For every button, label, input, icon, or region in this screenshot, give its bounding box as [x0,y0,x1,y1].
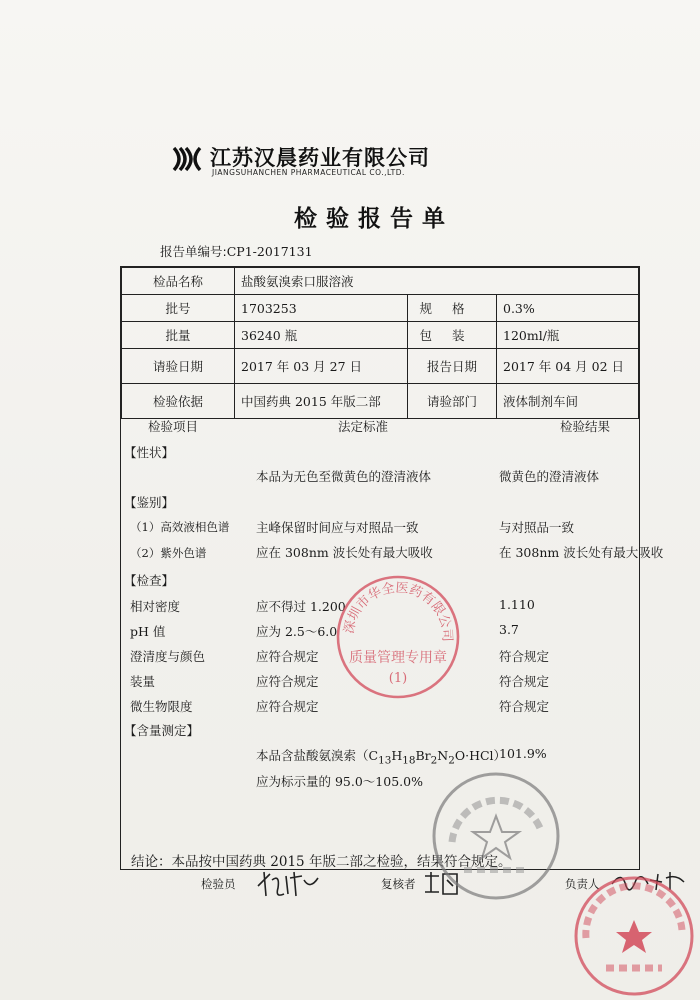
qty-label: 批量 [122,322,235,349]
report-number-label: 报告单编号: [160,244,227,259]
company-logo-icon [170,142,204,176]
rep-date-value: 2017 年 04 月 02 日 [497,349,639,384]
assay-sub-13: 13 [378,754,392,767]
assay-standard-2: 应为标示量的 95.0～105.0% [256,774,423,789]
density-standard: 应不得过 1.200 [256,599,346,614]
character-standard: 本品为无色至微黄色的澄清液体 [256,469,432,484]
info-row-batch [122,295,639,322]
inspector-signature-icon [254,866,324,900]
ph-item: pH 值 [130,624,166,639]
col-header-item: 检验项目 [148,419,199,434]
quality-seal-icon [333,572,463,702]
assay-result: 101.9% [499,746,547,761]
product-value: 盐酸氨溴索口服溶液 [235,268,639,295]
section-identification: 【鉴别】 [124,495,175,510]
assay-sub-2a: 2 [430,754,438,767]
col-header-standard: 法定标准 [338,419,389,434]
assay-sub-2b: 2 [448,754,455,767]
batch-value: 1703253 [235,295,408,322]
info-row-dates [122,349,639,384]
id2-standard: 应在 308nm 波长处有最大吸收 [256,545,433,560]
assay-tail: O·HCl） [454,748,507,763]
svg-text:深圳市华全医药有限公司 [342,581,454,642]
fill-standard: 应符合规定 [256,674,319,689]
micro-item: 微生物限度 [130,699,193,714]
id2-item: （2）紫外色谱 [130,546,207,560]
col-header-result: 检验结果 [560,419,611,434]
product-label: 检品名称 [122,268,235,295]
clarity-result: 符合规定 [499,649,550,664]
ph-standard: 应为 2.5～6.0 [256,624,338,639]
info-row-basis [122,384,639,419]
dept-value: 液体制剂车间 [497,384,639,419]
assay-n: N [437,748,449,763]
info-row-qty [122,322,639,349]
spec-label: 规格 [408,295,497,322]
ph-result: 3.7 [499,622,519,637]
info-table [121,267,639,419]
responsible-label: 负责人 [565,877,600,891]
density-result: 1.110 [499,597,535,612]
basis-value: 中国药典 2015 年版二部 [235,384,408,419]
spec-value: 0.3% [497,295,639,322]
report-number-value: CP1-2017131 [226,244,313,259]
micro-result: 符合规定 [499,699,550,714]
basis-label: 检验依据 [122,384,235,419]
req-date-value: 2017 年 03 月 27 日 [235,349,408,384]
batch-label: 批号 [122,295,235,322]
stamp1-sub-text: 质量管理专用章 [349,650,447,666]
info-row-product [122,268,639,295]
conclusion: 结论：本品按中国药典 2015 年版二部之检验，结果符合规定。 [131,854,512,870]
company-name-cn: 江苏汉晨药业有限公司 [210,146,430,170]
id1-result: 与对照品一致 [499,520,575,535]
fill-item: 装量 [130,674,156,689]
section-inspection: 【检查】 [124,573,175,588]
id1-standard: 主峰保留时间应与对照品一致 [256,520,419,535]
fill-result: 符合规定 [499,674,550,689]
section-assay: 【含量测定】 [124,723,200,738]
rep-date-label: 报告日期 [408,349,497,384]
assay-br: Br [415,748,431,763]
id1-item: （1）高效液相色谱 [130,520,230,534]
character-result: 微黄色的澄清液体 [499,469,600,484]
assay-sub-18: 18 [402,754,416,767]
qty-value: 36240 瓶 [235,322,408,349]
assay-h: H [391,748,403,763]
page-title: 检验报告单 [294,206,454,232]
company-name-en: JIANGSUHANCHEN PHARMACEUTICAL CO.,LTD. [212,168,405,177]
clarity-item: 澄清度与颜色 [130,649,206,664]
reviewer-label: 复核者 [381,877,416,891]
section-character: 【性状】 [124,445,175,460]
pack-value: 120ml/瓶 [497,322,639,349]
clarity-standard: 应符合规定 [256,649,319,664]
id2-result: 在 308nm 波长处有最大吸收 [499,545,664,560]
report-number [160,242,313,260]
density-item: 相对密度 [130,599,181,614]
inspector-label: 检验员 [201,877,236,891]
pack-label: 包装 [408,322,497,349]
company-seal-icon [430,770,562,902]
stamp1-arc-text: 深圳市华全医药有限公司 [341,580,455,643]
assay-prefix: 本品含盐酸氨溴索（C [256,748,379,763]
red-seal-icon [570,872,698,1000]
req-date-label: 请验日期 [122,349,235,384]
dept-label: 请验部门 [408,384,497,419]
stamp1-number: (1) [388,671,408,686]
assay-standard [256,746,506,767]
micro-standard: 应符合规定 [256,699,319,714]
